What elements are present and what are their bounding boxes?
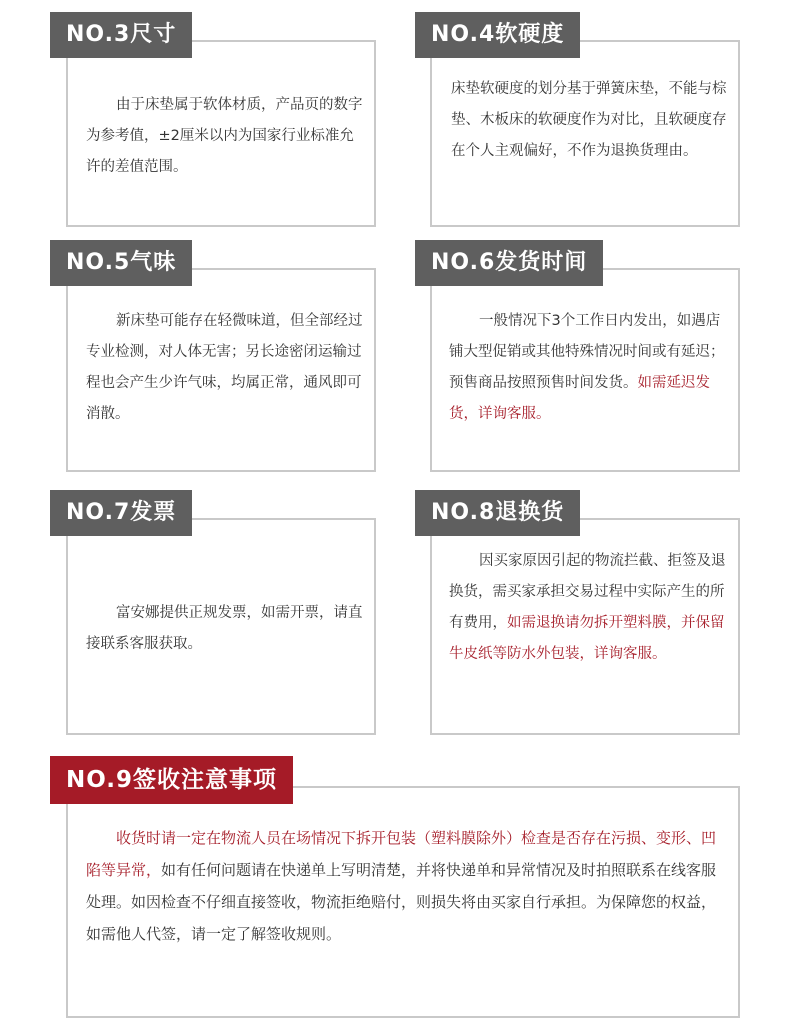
section-body: 新床垫可能存在轻微味道，但全部经过专业检测，对人体无害；另长途密闭运输过程也会产生少许气味，均属正常，通风即可消散。 xyxy=(86,313,363,422)
section-tag: NO.3尺寸 xyxy=(50,12,192,58)
section-body: 如有任何问题请在快递单上写明清楚，并将快递单和异常情况及时拍照联系在线客服处理。如因检查不仔细直接签收，物流拒绝赔付，则损失将由买家自行承担。为保障您的权益，如需他人代签，请一定了解签收规则。 xyxy=(86,861,717,943)
section-body: 富安娜提供正规发票，如需开票，请直接联系客服获取。 xyxy=(86,605,363,652)
section-odor xyxy=(50,240,376,472)
section-returns xyxy=(415,490,740,735)
section-invoice xyxy=(50,490,376,735)
section-tag: NO.4软硬度 xyxy=(415,12,580,58)
section-tag: NO.6发货时间 xyxy=(415,240,603,286)
section-tag: NO.7发票 xyxy=(50,490,192,536)
section-body: 一般情况下3个工作日内发出，如遇店铺大型促销或其他特殊情况时间或有延迟；预售商品按照预售时间发货。 xyxy=(449,313,725,391)
section-tag: NO.8退换货 xyxy=(415,490,580,536)
section-firmness xyxy=(415,12,740,227)
section-text xyxy=(449,306,731,430)
section-text xyxy=(86,306,364,430)
section-size xyxy=(50,12,376,227)
section-body: 由于床垫属于软体材质，产品页的数字为参考值，±2厘米以内为国家行业标准允许的差值范围。 xyxy=(86,97,363,175)
section-text xyxy=(86,822,726,950)
section-shipping xyxy=(415,240,740,472)
section-highlight: 收货时请一定在物流人员在场情况下拆开包装（塑料膜除外）检查是否存在污损、变形、凹陷等异常， xyxy=(86,829,717,879)
section-text xyxy=(86,598,364,660)
section-text xyxy=(86,90,364,183)
section-highlight: 如需延迟发货，详询客服。 xyxy=(449,375,710,422)
section-text xyxy=(451,74,729,167)
section-highlight: 如需退换请勿拆开塑料膜，并保留牛皮纸等防水外包装，详询客服。 xyxy=(449,615,725,662)
section-text xyxy=(449,546,733,670)
section-body: 床垫软硬度的划分基于弹簧床垫，不能与棕垫、木板床的软硬度作为对比，且软硬度存在个人主观偏好，不作为退换货理由。 xyxy=(451,81,727,159)
section-tag: NO.5气味 xyxy=(50,240,192,286)
section-receipt xyxy=(50,756,740,1018)
section-tag: NO.9签收注意事项 xyxy=(50,756,293,804)
section-body: 因买家原因引起的物流拦截、拒签及退换货，需买家承担交易过程中实际产生的所有费用， xyxy=(449,553,726,631)
